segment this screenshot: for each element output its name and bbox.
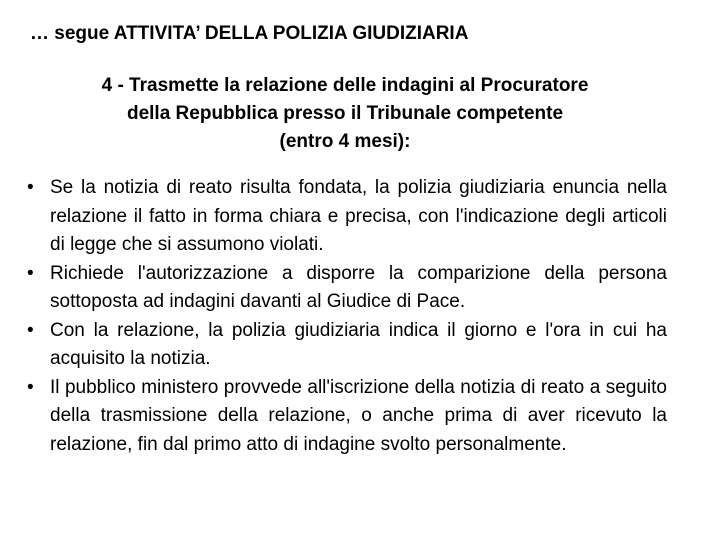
section-heading-line-2: della Repubblica presso il Tribunale competente xyxy=(126,103,564,124)
bullet-item xyxy=(27,174,667,260)
bullet-icon: • xyxy=(27,262,34,284)
section-heading xyxy=(40,72,650,156)
bullet-item xyxy=(27,374,667,460)
bullet-icon: • xyxy=(27,319,34,341)
bullet-text: Con la relazione, la polizia giudiziaria indica il giorno e l'ora in cui ha acquisito la notizia. xyxy=(50,319,667,369)
bullet-item xyxy=(27,317,667,374)
slide-header: … segue ATTIVITA’ DELLA POLIZIA GIUDIZIARIA xyxy=(30,23,469,44)
bullet-list xyxy=(27,174,667,459)
bullet-icon: • xyxy=(27,376,34,398)
bullet-text: Se la notizia di reato risulta fondata, la polizia giudiziaria enuncia nella relazione il fatto in forma chiara e precisa, con l'indicazione degli articoli di legge che si assumono violati. xyxy=(50,177,667,255)
bullet-text: Richiede l'autorizzazione a disporre la comparizione della persona sottoposta ad indagini davanti al Giudice di Pace. xyxy=(50,262,667,312)
section-heading-line-3: (entro 4 mesi): xyxy=(279,131,411,152)
bullet-text: Il pubblico ministero provvede all'iscrizione della notizia di reato a seguito della trasmissione della relazione, o anche prima di aver ricevuto la relazione, fin dal primo atto di indagine svolto personalmente. xyxy=(50,376,667,455)
bullet-icon: • xyxy=(27,177,34,198)
bullet-item xyxy=(27,260,667,317)
section-heading-line-1: 4 - Trasmette la relazione delle indagini al Procuratore xyxy=(101,75,589,96)
